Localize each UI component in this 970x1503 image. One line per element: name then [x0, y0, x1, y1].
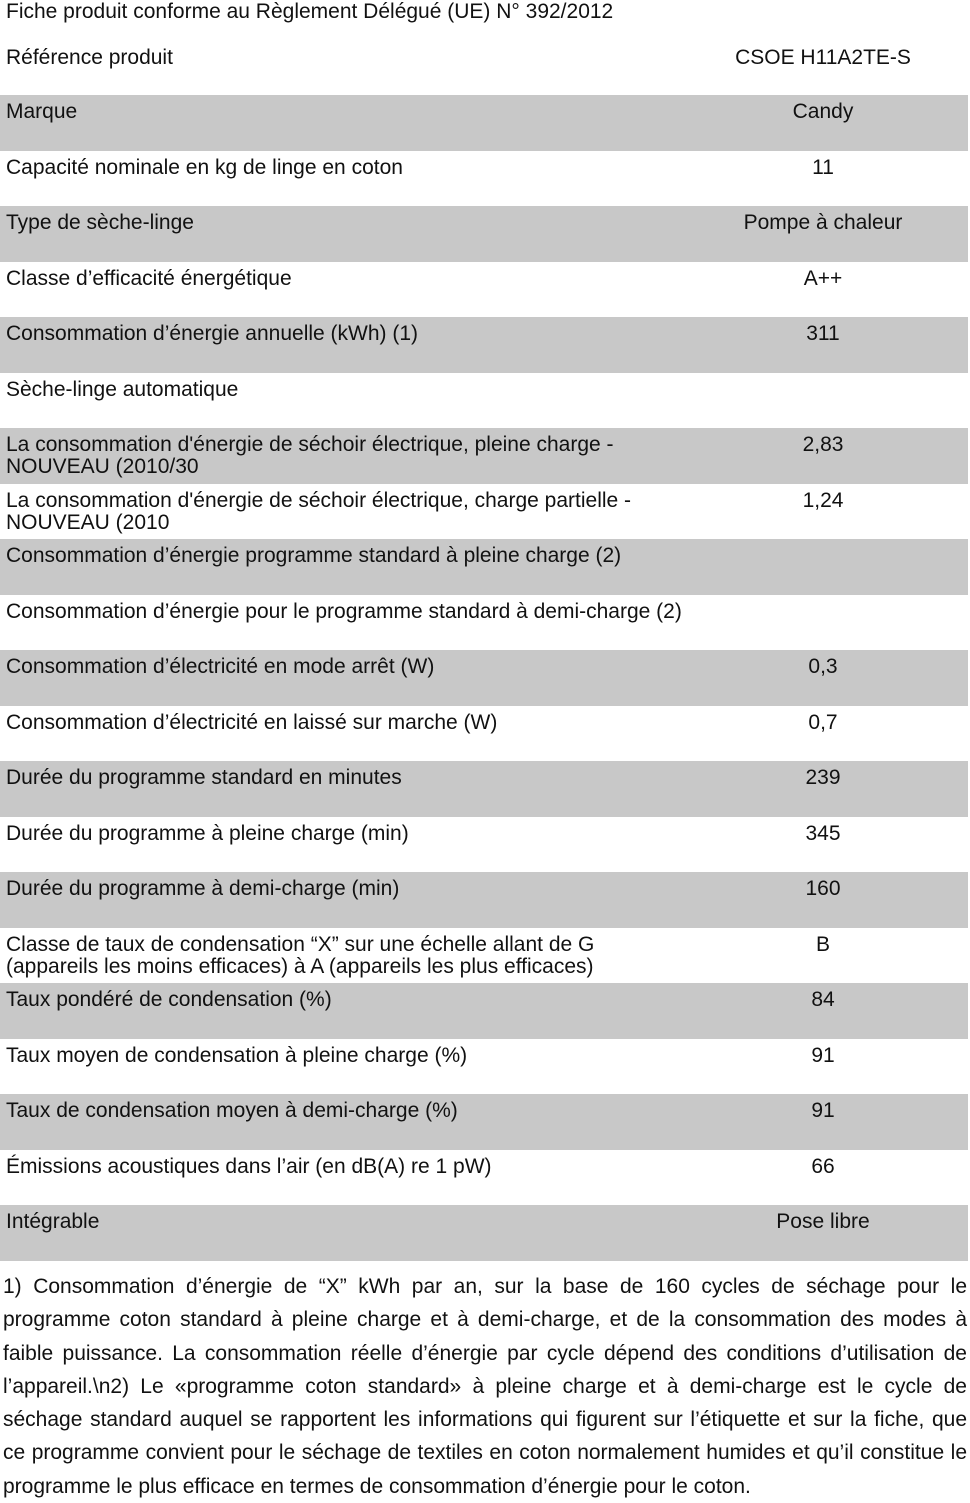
- row-label: Taux de condensation moyen à demi-charge (%): [6, 1099, 458, 1122]
- footnote: 1) Consommation d’énergie de “X” kWh par an, sur la base de 160 cycles de séchage pour le programme coton standard à pleine charge et à demi-charge, et de la consommation des modes à faible puissance. La consommation réelle d’énergie par cycle dépend des conditions d’utilisation de l’appareil.\n2) Le «programme coton standard» à pleine charge et à demi-charge est le cycle de séchage standard auquel se rapportent les informations qui figurent sur l’étiquette et sur la fiche, que ce programme convient pour le séchage de textiles en coton normalement humides et qu’il constitue le programme le plus efficace en termes de consommation d’énergie pour le coton.: [3, 1275, 967, 1498]
- spec-row-full-duration: [0, 817, 968, 873]
- row-value: 345: [805, 821, 841, 845]
- reference-label: Référence produit: [6, 46, 173, 69]
- row-value: B: [815, 932, 830, 956]
- row-value: 91: [811, 1099, 835, 1122]
- spec-row-standard-full-energy: [0, 539, 968, 595]
- row-label: Émissions acoustiques dans l’air (en dB(A) re 1 pW): [6, 1154, 492, 1178]
- row-label: La consommation d'énergie de séchoir électrique, charge partielle - NOUVEAU (2010: [6, 488, 632, 534]
- row-label: Consommation d’énergie pour le programme standard à demi-charge (2): [6, 599, 682, 623]
- row-value: 11: [812, 155, 834, 179]
- spec-table: [0, 95, 968, 1261]
- row-value: A++: [803, 266, 843, 290]
- page-title: Fiche produit conforme au Règlement Délégué (UE) N° 392/2012: [6, 0, 614, 23]
- spec-row-standard-half-energy: [0, 595, 968, 651]
- spec-row-left-on-mode: [0, 706, 968, 762]
- row-value: 0,7: [808, 710, 838, 734]
- row-label: Capacité nominale en kg de linge en coton: [6, 155, 403, 179]
- spec-row-standard-duration: [0, 761, 968, 817]
- row-value: 84: [811, 988, 835, 1011]
- spec-row-energy-class: [0, 262, 968, 318]
- row-label: Durée du programme à demi-charge (min): [6, 877, 400, 900]
- row-label: Intégrable: [6, 1210, 100, 1233]
- spec-row-full-condensation: [0, 1039, 968, 1095]
- row-label: Durée du programme à pleine charge (min): [6, 821, 409, 845]
- spec-row-energy-partial-load: [0, 484, 968, 540]
- row-label: Taux pondéré de condensation (%): [6, 988, 332, 1011]
- spec-row-annual-energy: [0, 317, 968, 373]
- row-value: 0,3: [808, 655, 838, 678]
- row-label: Consommation d’électricité en laissé sur marche (W): [6, 710, 498, 734]
- row-label: Sèche-linge automatique: [6, 377, 239, 401]
- spec-row-brand: [0, 95, 968, 151]
- spec-row-condensation-class: [0, 928, 968, 984]
- row-value: Pose libre: [776, 1210, 870, 1233]
- row-label: Taux moyen de condensation à pleine charge (%): [6, 1043, 468, 1067]
- row-label: Consommation d’électricité en mode arrêt (W): [6, 655, 435, 678]
- spec-row-capacity: [0, 151, 968, 207]
- row-label: Durée du programme standard en minutes: [6, 766, 402, 789]
- spec-row-energy-full-load: [0, 428, 968, 484]
- row-value: 239: [805, 766, 841, 789]
- row-value: 66: [811, 1154, 835, 1178]
- reference-value: CSOE H11A2TE-S: [735, 46, 911, 69]
- row-value: 1,24: [802, 488, 844, 512]
- spec-row-half-condensation: [0, 1094, 968, 1150]
- row-value: Pompe à chaleur: [743, 211, 903, 234]
- row-value: 311: [806, 322, 840, 345]
- row-value: 160: [805, 877, 841, 900]
- row-value: 91: [811, 1043, 835, 1067]
- row-label: Classe d’efficacité énergétique: [6, 266, 292, 290]
- spec-row-noise: [0, 1150, 968, 1206]
- spec-row-dryer-type: [0, 206, 968, 262]
- spec-row-off-mode: [0, 650, 968, 706]
- row-label: La consommation d'énergie de séchoir électrique, pleine charge - NOUVEAU (2010/30: [6, 433, 614, 478]
- spec-row-weighted-condensation: [0, 983, 968, 1039]
- row-label: Consommation d’énergie programme standard à pleine charge (2): [6, 544, 622, 567]
- row-label: Consommation d’énergie annuelle (kWh) (1): [6, 322, 419, 345]
- row-value: Candy: [792, 100, 854, 123]
- row-value: 2,83: [802, 433, 844, 456]
- row-label: Type de sèche-linge: [6, 211, 194, 234]
- spec-row-half-duration: [0, 872, 968, 928]
- row-label: Classe de taux de condensation “X” sur une échelle allant de G (appareils les moins efficaces) à A (appareils les plus efficaces): [6, 932, 595, 978]
- row-label: Marque: [6, 100, 78, 123]
- spec-row-built-in: [0, 1205, 968, 1261]
- spec-row-automatic: [0, 373, 968, 429]
- reference-row: [0, 40, 968, 90]
